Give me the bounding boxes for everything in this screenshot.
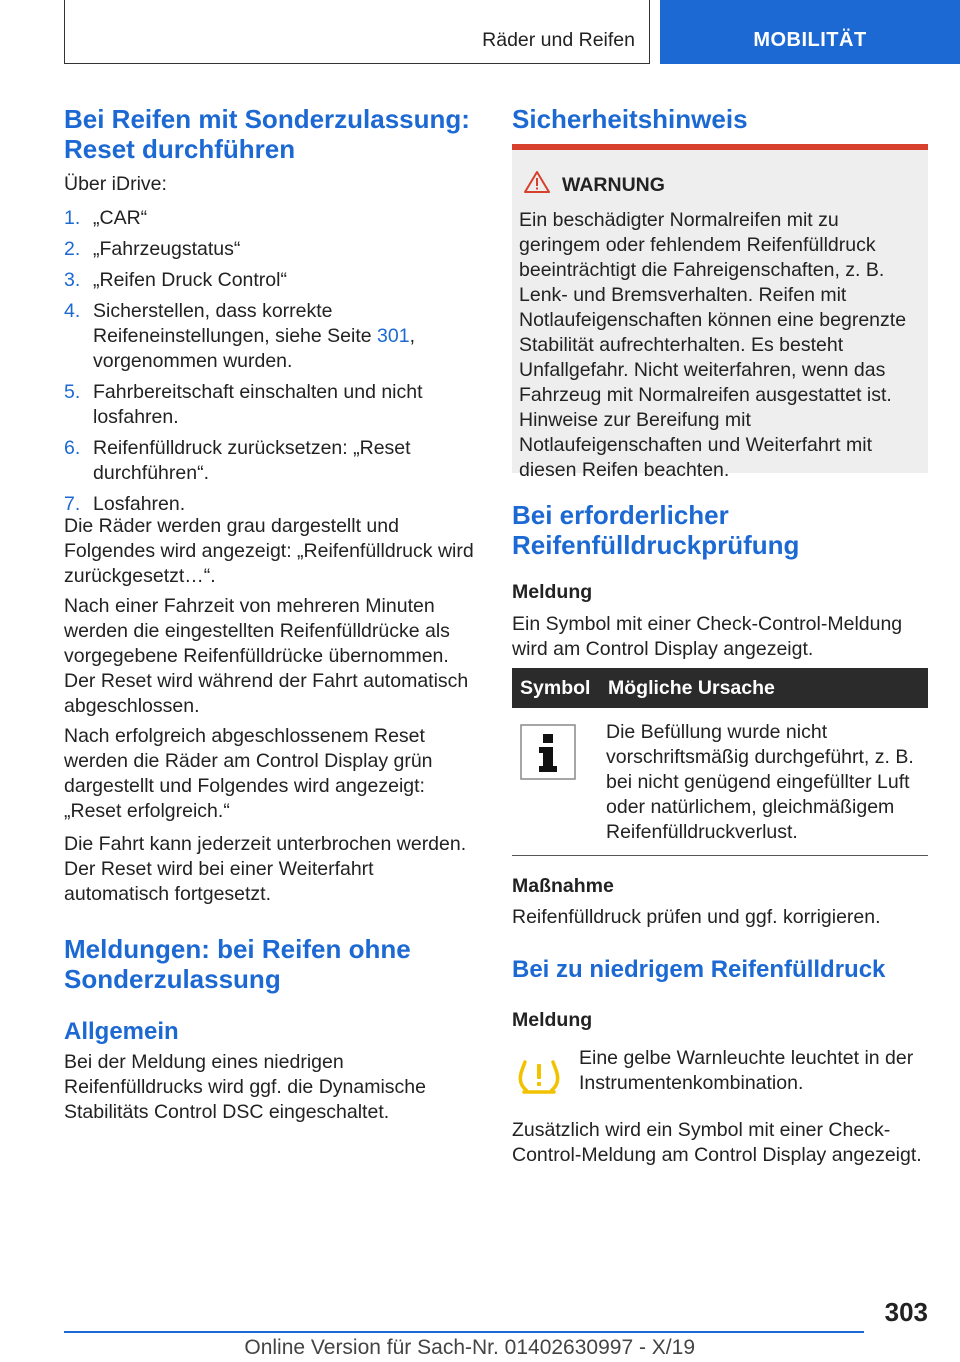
step-text: Reifenfülldruck zurücksetzen: „Reset durchführen“. xyxy=(93,437,411,484)
list-item xyxy=(64,237,478,262)
table-row xyxy=(512,708,928,856)
heading-low-pressure: Bei zu niedrigem Reifenfülldruck xyxy=(512,956,886,983)
warning-header xyxy=(524,170,921,201)
paragraph: Eine gelbe Warnleuchte leuchtet in der Instrumentenkombination. xyxy=(579,1047,914,1094)
paragraph: Ein Symbol mit einer Check-Control-Meldung wird am Control Display angezeigt. xyxy=(512,613,903,660)
step-text: „Fahrzeugstatus“ xyxy=(93,238,241,260)
table-header-symbol: Symbol xyxy=(520,676,591,699)
list-item xyxy=(64,380,478,430)
step-text: Losfahren. xyxy=(93,493,186,515)
warning-text: Ein beschädigter Normalreifen mit zu geringem oder fehlendem Reifenfülldruck beeinträchtigt die Fahreigenschaften, z. B. Lenk- und Bremsverhalten. Reifen mit Notlaufeigenschaften können eine begrenzte Stabilität aufrechterhalten. Es besteht Unfallgefahr. Nicht weiterfahren, wenn das Fahrzeug mit Normalreifen ausgestattet ist. Hinweise zur Bereifung mit Notlaufeigenschaften und Weiterfahrt mit diesen Reifen beachten. xyxy=(519,209,907,481)
table-cell-symbol xyxy=(512,720,606,845)
list-item xyxy=(64,206,478,231)
list-item xyxy=(64,299,478,374)
subheading-meldung: Meldung xyxy=(512,581,593,603)
steps-list xyxy=(64,206,478,523)
paragraph: Nach erfolgreich abgeschlossenem Reset werden die Räder am Control Display grün dargestellt und Folgendes wird angezeigt: „Reset erfolgreich.“ xyxy=(64,725,433,822)
page-link[interactable]: 301 xyxy=(377,325,410,347)
step-number: 2. xyxy=(64,238,81,260)
warning-title: WARNUNG xyxy=(562,174,665,196)
heading-check-required: Bei erforderlicher Reifenfülldruckprüfung xyxy=(512,500,800,560)
step-text: Sicherstellen, dass korrekte Reifeneinstellungen, siehe Seite xyxy=(93,300,378,347)
warning-triangle-icon xyxy=(524,170,550,201)
subheading-massnahme: Maßnahme xyxy=(512,875,614,897)
info-icon xyxy=(520,763,576,785)
tire-pressure-warning-icon xyxy=(517,1052,561,1103)
header-section-title: Räder und Reifen xyxy=(482,29,635,51)
list-item xyxy=(64,268,478,293)
footer-version: Online Version für Sach-Nr. 01402630997 - X/19 xyxy=(244,1336,695,1359)
heading-safety: Sicherheitshinweis xyxy=(512,104,748,134)
chapter-tab-label: MOBILITÄT xyxy=(753,29,867,51)
heading-messages: Meldungen: bei Reifen ohne Sonderzulassung xyxy=(64,934,411,994)
list-item xyxy=(64,436,478,486)
step-text: Fahrbereitschaft einschalten und nicht losfahren. xyxy=(93,381,423,428)
footer-divider xyxy=(64,1331,864,1333)
intro-text: Über iDrive: xyxy=(64,173,167,195)
table-header-cause: Mögliche Ursache xyxy=(608,676,775,699)
step-text: , vorgenommen wurden. xyxy=(93,325,415,372)
heading-general: Allgemein xyxy=(64,1018,179,1045)
paragraph: Zusätzlich wird ein Symbol mit einer Check-Control-Meldung am Control Display angezeigt. xyxy=(512,1119,922,1166)
table-cell-cause: Die Befüllung wurde nicht vorschriftsmäßig durchgeführt, z. B. bei nicht genügend eingefüllter Luft oder natürlichem, gleichmäßigem Reifenfülldruckverlust. xyxy=(606,721,914,843)
paragraph: Nach einer Fahrzeit von mehreren Minuten werden die eingestellten Reifenfülldrücke als vorgegebene Reifenfülldrücke übernommen. Der Reset wird während der Fahrt automatisch abgeschlossen. xyxy=(64,595,469,717)
step-number: 3. xyxy=(64,269,81,291)
paragraph: Reifenfülldruck prüfen und ggf. korrigieren. xyxy=(512,906,881,928)
step-number: 1. xyxy=(64,207,81,229)
step-number: 5. xyxy=(64,381,81,403)
step-number: 4. xyxy=(64,300,81,322)
chapter-tab[interactable] xyxy=(660,0,960,64)
step-number: 6. xyxy=(64,437,81,459)
paragraph: Bei der Meldung eines niedrigen Reifenfülldrucks wird ggf. die Dynamische Stabilitäts Control DSC eingeschaltet. xyxy=(64,1051,426,1123)
step-text: „Reifen Druck Control“ xyxy=(93,269,287,291)
heading-reset: Bei Reifen mit Sonderzulassung: Reset durchführen xyxy=(64,104,470,164)
step-number: 7. xyxy=(64,493,81,515)
paragraph: Die Fahrt kann jederzeit unterbrochen werden. Der Reset wird bei einer Weiterfahrt automatisch fortgesetzt. xyxy=(64,833,467,905)
page-number: 303 xyxy=(884,1297,928,1327)
header-box xyxy=(64,0,650,64)
subheading-meldung-2: Meldung xyxy=(512,1009,593,1031)
table-header xyxy=(512,668,928,708)
warning-box xyxy=(512,144,928,481)
step-text: „CAR“ xyxy=(93,207,148,229)
symbol-table xyxy=(512,668,928,856)
paragraph: Die Räder werden grau dargestellt und Folgendes wird angezeigt: „Reifenfülldruck wird zurückgesetzt…“. xyxy=(64,515,474,587)
